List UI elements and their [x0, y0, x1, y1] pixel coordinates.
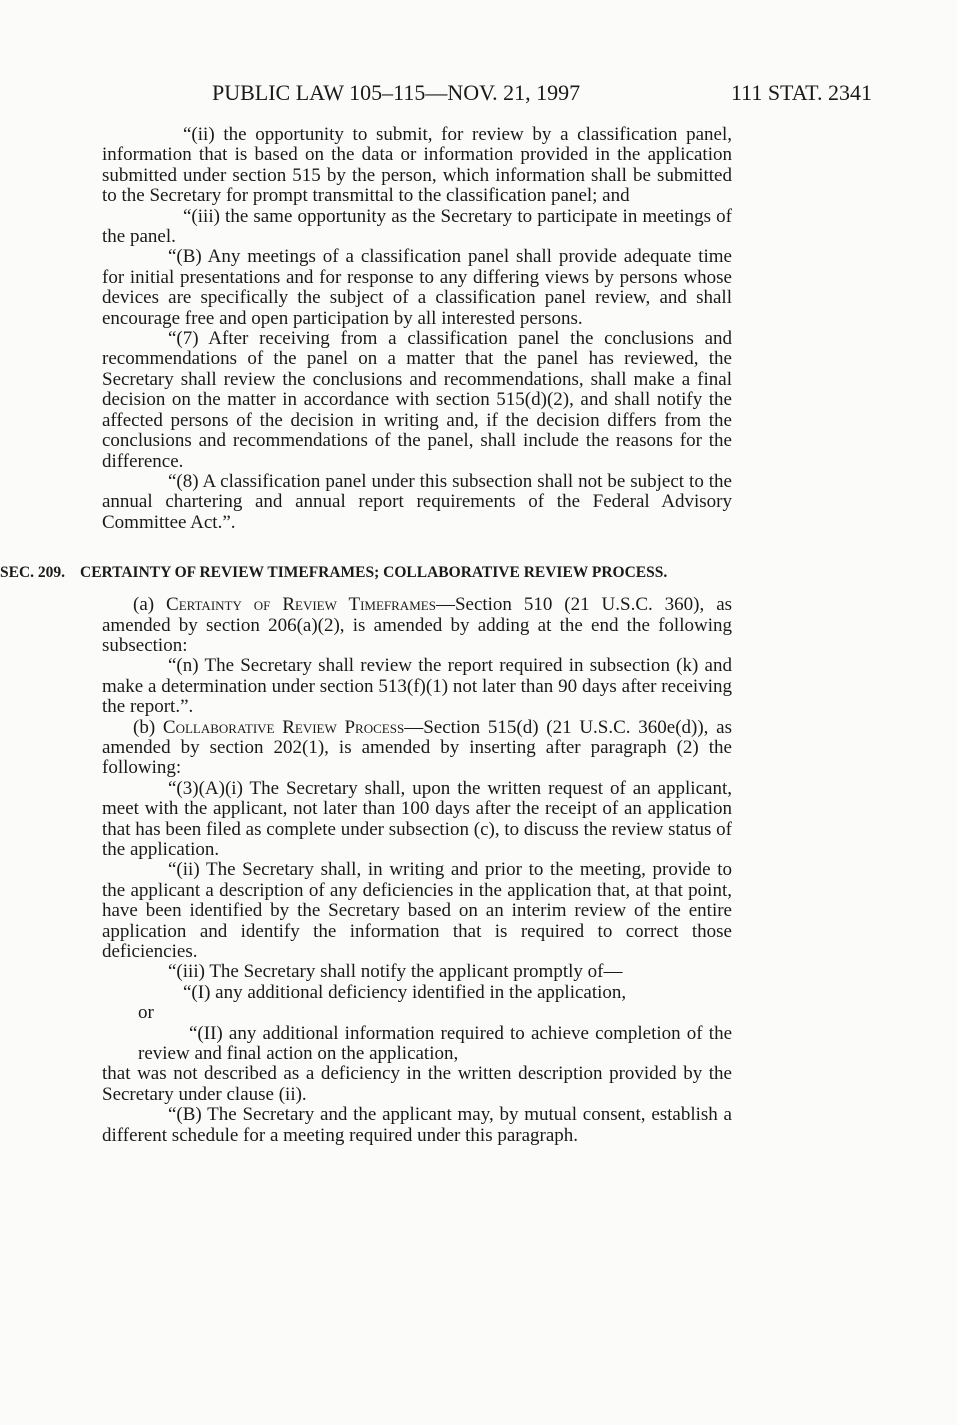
continuation-text: that was not described as a deficiency in the written description provided by the Secretary under clause (ii). [102, 1063, 732, 1105]
subsection-b-heading: Collaborative Review Process [162, 716, 405, 738]
subclause-ii: “(II) any additional information required to achieve completion of the review and final action on the application, [138, 1022, 732, 1065]
public-law-citation: PUBLIC LAW 105–115—NOV. 21, 1997 [212, 80, 581, 105]
subsection-a-heading: Certainty of Review Timeframes [166, 594, 436, 616]
subparagraph-b-meetings: “(B) Any meetings of a classification panel shall provide adequate time for initial presentations and for response to any differing views by persons whose devices are specifically the subject of a classification panel review, and shall encourage free and open participation by all interested persons. [102, 246, 732, 329]
subclause-i: “(I) any additional deficiency identified in the application, [183, 981, 627, 1003]
statute-body [0, 124, 733, 1146]
subsection-a-label: (a) [133, 594, 155, 616]
statute-page-number: 111 STAT. 2341 [730, 80, 872, 105]
section-number: SEC. 209. [0, 564, 66, 582]
clause-iii-opportunity: “(iii) the same opportunity as the Secretary to participate in meetings of the panel. [102, 205, 732, 248]
subsection-n-text: “(n) The Secretary shall review the report required in subsection (k) and make a determination under section 513(f)(1) not later than 90 days after receiving the report.”. [102, 655, 732, 718]
clause-ii-deficiencies: “(ii) The Secretary shall, in writing and prior to the meeting, provide to the applicant a description of any deficiencies in the application that, at that point, have been identified by the Secretary based on an interim review of the entire application and identify the information that is required to correct those deficiencies. [102, 859, 732, 963]
clause-iii-notify: “(iii) The Secretary shall notify the applicant promptly of— [168, 961, 623, 983]
subsection-b-text: —Section 515(d) (21 U.S.C. 360e(d)), as amended by section 202(1), is amended by inserting after paragraph (2) the following: [102, 716, 732, 779]
subsection-b-label: (b) [133, 716, 156, 738]
paragraph-8-advisory-act: “(8) A classification panel under this subsection shall not be subject to the annual chartering and annual report requirements of the Federal Advisory Committee Act.”. [102, 470, 732, 533]
paragraph-7-final-decision: “(7) After receiving from a classification panel the conclusions and recommendations of the panel on a matter that the panel has reviewed, the Secretary shall review the conclusions and recommendations, shall make a final decision on the matter in accordance with section 515(d)(2), and shall notify the affected persons of the decision in writing and, if the decision differs from the conclusions and recommendations of the panel, shall include the reasons for the difference. [102, 328, 732, 472]
subsection-a [102, 595, 732, 656]
subparagraph-b-schedule: “(B) The Secretary and the applicant may, by mutual consent, establish a different schedule for a meeting required under this paragraph. [102, 1104, 732, 1146]
clause-ii-opportunity: “(ii) the opportunity to submit, for review by a classification panel, information that is based on the data or information provided in the application submitted under section 515 by the person, which information shall be submitted to the Secretary for prompt transmittal to the classification panel; and [102, 124, 732, 207]
or-connector: or [138, 1002, 154, 1024]
section-heading [0, 563, 732, 583]
running-head [212, 78, 872, 108]
subsection-b [102, 718, 732, 779]
paragraph-3-a-i: “(3)(A)(i) The Secretary shall, upon the written request of an applicant, meet with the applicant, not later than 100 days after the receipt of an application that has been filed as complete under subsection (c), to discuss the review status of the application. [102, 777, 732, 860]
subsection-a-text: —Section 510 (21 U.S.C. 360), as amended by section 206(a)(2), is amended by adding at the end the following subsection: [102, 594, 733, 656]
section-title: CERTAINTY OF REVIEW TIMEFRAMES; COLLABORATIVE REVIEW PROCESS. [80, 564, 668, 582]
